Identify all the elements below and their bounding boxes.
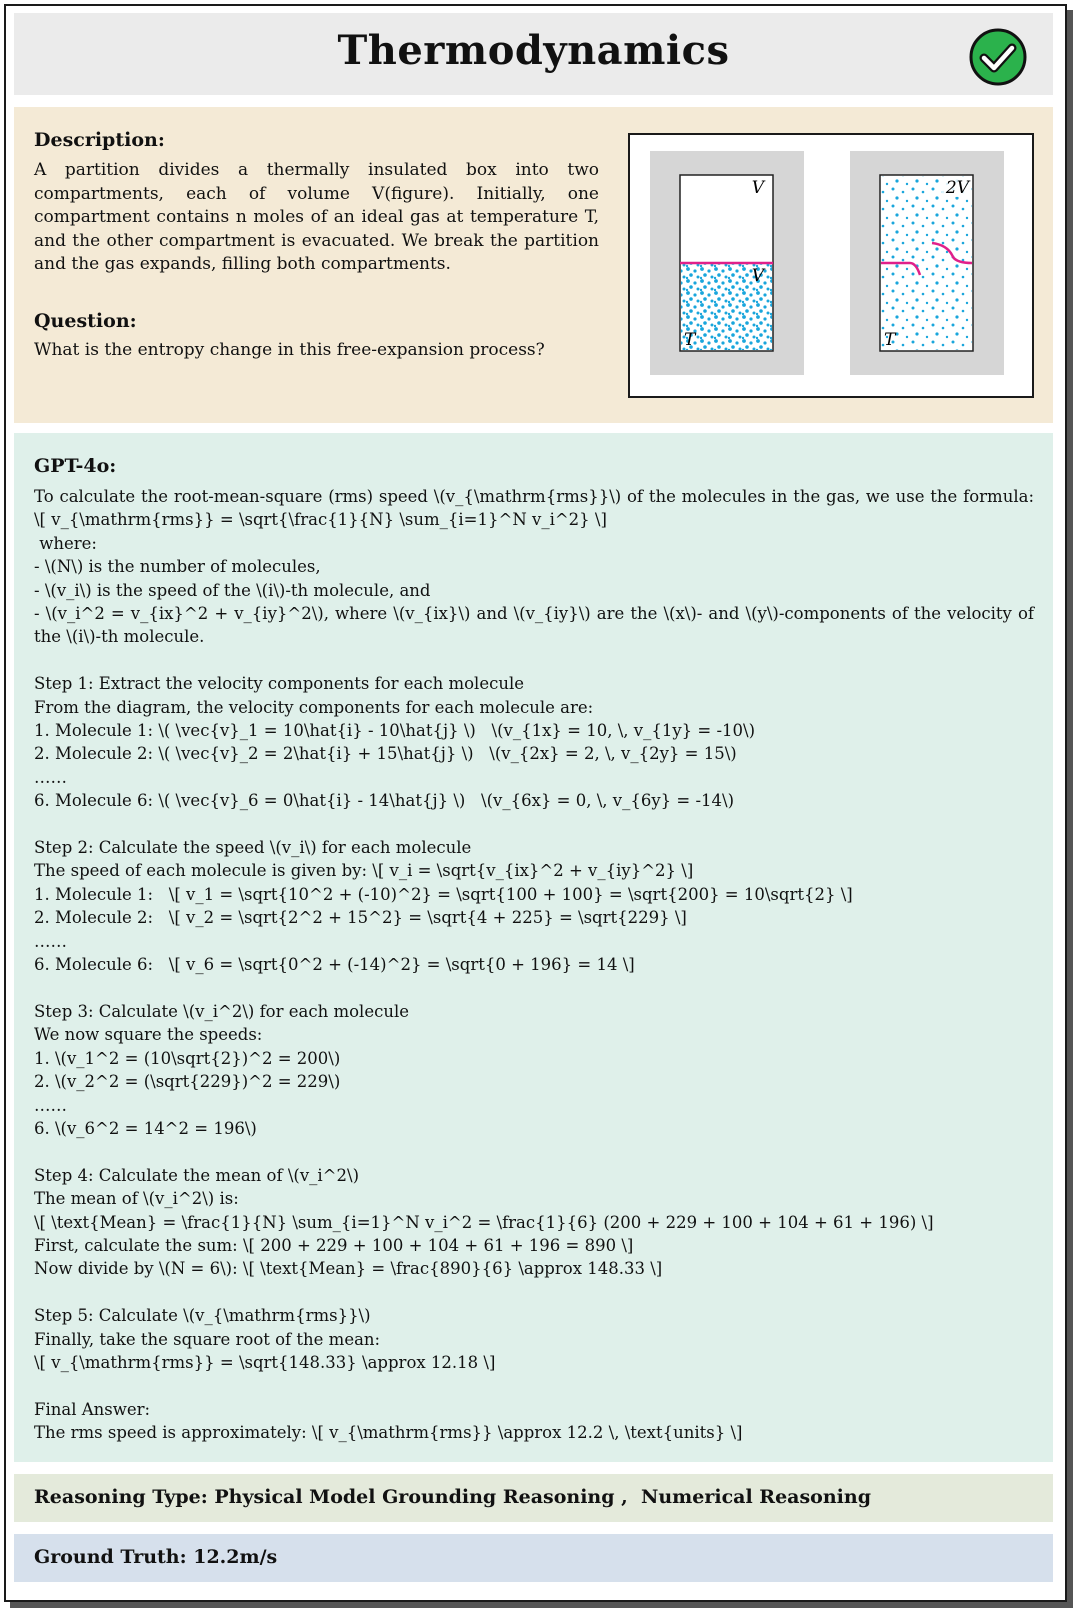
ground-truth-label: Ground Truth: 12.2m/s: [34, 1546, 278, 1568]
step5-heading: Step 5: Calculate \(v_{\mathrm{rms}}\): [34, 1306, 371, 1326]
title-bar: [14, 13, 1053, 95]
left-temp-label: T: [684, 330, 696, 350]
answer-panel: [14, 433, 1053, 1462]
step1-line: 1. Molecule 1: \( \vec{v}_1 = 10\hat{i} - 10\hat{j} \) \(v_{1x} = 10, \, v_{1y} = -10\): [34, 721, 756, 741]
step4-line: Now divide by \(N = 6\): \[ \text{Mean} = \frac{890}{6} \approx 148.33 \]: [34, 1259, 663, 1279]
definition-line: - \(N\) is the number of molecules,: [34, 557, 321, 577]
step3-heading: Step 3: Calculate \(v_i^2\) for each molecule: [34, 1001, 409, 1021]
ground-truth-bar: [14, 1534, 1053, 1582]
definition-line: - \(v_i\) is the speed of the \(i\)-th molecule, and: [34, 580, 431, 600]
definition-line: - \(v_i^2 = v_{ix}^2 + v_{iy}^2\), where \(v_{ix}\) and \(v_{iy}\) are the \(x\)- and \(y\)-components of the velocity of the \(i\)-th molecule.: [34, 604, 1034, 647]
right-volume-label: 2V: [945, 178, 969, 198]
step1-line: From the diagram, the velocity components for each molecule are:: [34, 697, 594, 717]
answer-where: where:: [34, 533, 97, 553]
step3-line: 6. \(v_6^2 = 14^2 = 196\): [34, 1118, 257, 1138]
final-answer-heading: Final Answer:: [34, 1399, 151, 1419]
reasoning-type-bar: [14, 1474, 1053, 1522]
right-temp-label: T: [884, 330, 896, 350]
description-panel: [14, 107, 1053, 423]
figure-svg: [630, 135, 1032, 396]
step3-line: ……: [34, 1095, 67, 1115]
left-bottom-volume-label: V: [751, 266, 764, 286]
description-label: Description:: [34, 129, 165, 151]
step1-line: 6. Molecule 6: \( \vec{v}_6 = 0\hat{i} - 14\hat{j} \) \(v_{6x} = 0, \, v_{6y} = -14\): [34, 791, 735, 811]
step2-line: 1. Molecule 1: \[ v_1 = \sqrt{10^2 + (-10)^2} = \sqrt{100 + 100} = \sqrt{200} = 10\sqrt{2} \]: [34, 884, 853, 904]
step2-heading: Step 2: Calculate the speed \(v_i\) for each molecule: [34, 838, 472, 858]
step5-line: Finally, take the square root of the mean:: [34, 1329, 381, 1349]
step3-line: We now square the speeds:: [34, 1025, 263, 1045]
page-title: Thermodynamics: [337, 27, 730, 74]
step2-line: The speed of each molecule is given by: \[ v_i = \sqrt{v_{ix}^2 + v_{iy}^2} \]: [34, 861, 694, 881]
description-text: A partition divides a thermally insulated box into two compartments, each of volume V(figure). Initially, one compartment contains n moles of an ideal gas at temperature T, and the other compartment is evacuated. We break the partition and the gas expands, filling both compartments.: [34, 160, 599, 274]
check-circle-icon: [964, 27, 1032, 87]
free-expansion-figure: [628, 133, 1034, 398]
step2-line: ……: [34, 931, 67, 951]
step5-line: \[ v_{\mathrm{rms}} = \sqrt{148.33} \approx 12.18 \]: [34, 1352, 496, 1372]
step3-line: 2. \(v_2^2 = (\sqrt{229})^2 = 229\): [34, 1072, 341, 1092]
step4-line: \[ \text{Mean} = \frac{1}{N} \sum_{i=1}^N v_i^2 = \frac{1}{6} (200 + 229 + 100 + 104 + 61 + 196) \]: [34, 1212, 934, 1232]
step4-heading: Step 4: Calculate the mean of \(v_i^2\): [34, 1165, 360, 1185]
step1-line: ……: [34, 767, 67, 787]
reasoning-type-label: Reasoning Type: Physical Model Grounding Reasoning , Numerical Reasoning: [34, 1486, 871, 1508]
question-text: What is the entropy change in this free-expansion process?: [34, 340, 545, 360]
answer-body: [34, 485, 1034, 1445]
question-label: Question:: [34, 310, 137, 332]
final-answer-line: The rms speed is approximately: \[ v_{\mathrm{rms}} \approx 12.2 \, \text{units} \]: [34, 1423, 743, 1443]
step4-line: First, calculate the sum: \[ 200 + 229 + 100 + 104 + 61 + 196 = 890 \]: [34, 1235, 634, 1255]
step2-line: 6. Molecule 6: \[ v_6 = \sqrt{0^2 + (-14)^2} = \sqrt{0 + 196} = 14 \]: [34, 955, 635, 975]
answer-intro: To calculate the root-mean-square (rms) speed \(v_{\mathrm{rms}}\) of the molecules in the gas, we use the formula: \[ v_{\mathrm{rms}} = \sqrt{\frac{1}{N} \sum_{i=1}^N v_i^2} \]: [34, 487, 1034, 530]
step3-line: 1. \(v_1^2 = (10\sqrt{2})^2 = 200\): [34, 1048, 341, 1068]
step2-line: 2. Molecule 2: \[ v_2 = \sqrt{2^2 + 15^2} = \sqrt{4 + 225} = \sqrt{229} \]: [34, 908, 687, 928]
left-top-volume-label: V: [751, 178, 764, 198]
step4-line: The mean of \(v_i^2\) is:: [34, 1189, 239, 1209]
step1-heading: Step 1: Extract the velocity components for each molecule: [34, 674, 525, 694]
model-label: GPT-4o:: [34, 455, 117, 477]
step1-line: 2. Molecule 2: \( \vec{v}_2 = 2\hat{i} + 15\hat{j} \) \(v_{2x} = 2, \, v_{2y} = 15\): [34, 744, 737, 764]
